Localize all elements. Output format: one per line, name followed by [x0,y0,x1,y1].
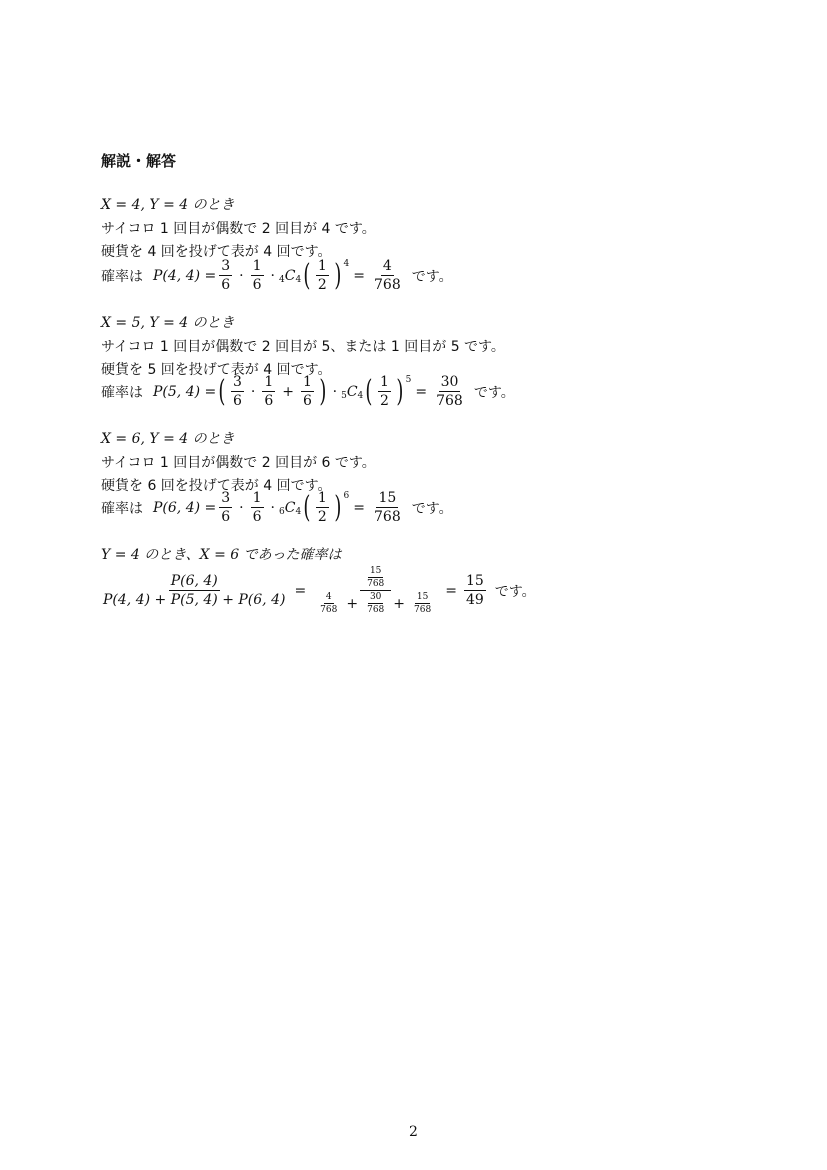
case4-title: X = 4, Y = 4 のとき [101,197,235,213]
final-compound-fraction: $\frac{15}{768}$ $\frac{4}{768}$ + $\frac{30}{768}$ + $\frac{15}{768}$ [320,566,432,615]
case6-comb: C [284,499,296,516]
case5-frac2: $\frac{1}{6}$ [264,374,274,409]
case5-frac1: $\frac{3}{6}$ [232,374,242,409]
final-a-frac: $\frac{4}{768}$ [320,592,338,615]
case5-comb: C [346,383,358,400]
section-heading: 解説・解答 [101,152,177,170]
final-b-frac: $\frac{30}{768}$ [367,592,385,615]
final-formula: $\frac{P(6, 4)}{P(4, 4) + P(5, 4) + P(6, 4)}$ = $\frac{15}{768}$ $\frac{4}{768}$ + $\frac{30}{768}$ + $\frac{15}{768}$ = $\frac{15}{49}$ です。 [103,566,536,615]
final-tail: です。 [494,583,536,600]
case5-title: X = 5, Y = 4 のとき [101,315,235,331]
case6-half: $\frac{1}{2}$ [317,490,327,525]
case4-prob-label: 確率は [101,268,143,285]
case5-formula: 確率は P(5, 4) = ( $\frac{3}{6}$ · $\frac{1}{6}$ + $\frac{1}{6}$ ) · 5 C 4 ( $\frac{1}{2}$ ) 5 = $\frac{30}{768}$ です。 [101,373,515,409]
case6-frac1: $\frac{3}{6}$ [221,490,231,525]
final-top-frac: $\frac{15}{768}$ [367,566,385,589]
case4-half: $\frac{1}{2}$ [317,258,327,293]
case6-comb-right: 4 [295,506,302,517]
case4-comb: C [284,267,296,284]
page-number: 2 [409,1124,418,1140]
case6-title: X = 6, Y = 4 のとき [101,431,235,447]
case6-formula: 確率は P(6, 4) = $\frac{3}{6}$ · $\frac{1}{6}$ · 6 C 4 ( $\frac{1}{2}$ ) 6 = $\frac{15}{768}$ です。 [101,489,453,525]
case6-tail: です。 [411,500,453,517]
case4-frac1: $\frac{3}{6}$ [221,258,231,293]
case5-frac3: $\frac{1}{6}$ [303,374,312,409]
case5-lhs: P(5, 4) = [153,383,217,400]
case6-result: $\frac{15}{768}$ [374,490,401,525]
case5-half: $\frac{1}{2}$ [380,374,389,409]
final-title: Y = 4 のとき、X = 6 であった確率は [101,547,342,563]
case6-comb-left: 6 [279,506,285,517]
case6-line1: サイコロ 1 回目が偶数で 2 回目が 6 です。 [101,455,376,471]
case4-lhs: P(4, 4) = [153,267,217,284]
case5-exp: 5 [405,374,412,385]
case4-exp: 4 [343,258,350,269]
case4-line2: 硬貨を 4 回を投げて表が 4 回です。 [101,244,332,260]
case5-tail: です。 [473,384,515,401]
case5-comb-left: 5 [341,390,347,401]
case4-comb-right: 4 [295,274,302,285]
final-result: $\frac{15}{49}$ [465,573,484,608]
case4-frac2: $\frac{1}{6}$ [252,258,262,293]
case4-comb-left: 4 [279,274,285,285]
case5-result: $\frac{30}{768}$ [436,374,463,409]
case6-line2: 硬貨を 6 回を投げて表が 4 回です。 [101,478,332,494]
case4-tail: です。 [411,268,453,285]
case6-prob-label: 確率は [101,500,143,517]
case5-line2: 硬貨を 5 回を投げて表が 4 回です。 [101,362,332,378]
case5-prob-label: 確率は [101,384,143,401]
final-big-fraction: $\frac{P(6, 4)}{P(4, 4) + P(5, 4) + P(6, 4)}$ [103,573,286,608]
case4-result: $\frac{4}{768}$ [374,258,401,293]
case5-line1: サイコロ 1 回目が偶数で 2 回目が 5、または 1 回目が 5 です。 [101,339,505,355]
case5-comb-right: 4 [357,390,364,401]
case6-lhs: P(6, 4) = [153,499,217,516]
case6-frac2: $\frac{1}{6}$ [252,490,262,525]
case6-exp: 6 [343,490,350,501]
case4-formula: 確率は P(4, 4) = $\frac{3}{6}$ · $\frac{1}{6}$ · 4 C 4 ( $\frac{1}{2}$ ) 4 = $\frac{4}{768}$ です。 [101,257,453,293]
final-c-frac: $\frac{15}{768}$ [414,592,432,615]
case4-line1: サイコロ 1 回目が偶数で 2 回目が 4 です。 [101,221,376,237]
